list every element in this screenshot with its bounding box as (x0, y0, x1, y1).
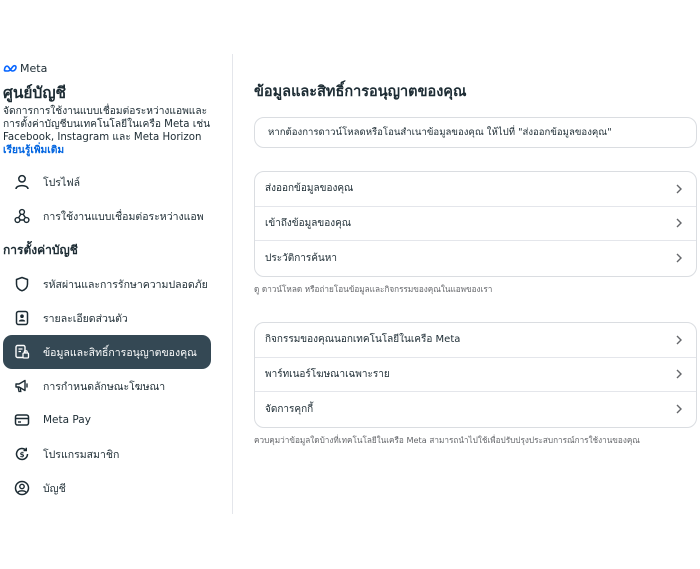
meta-logo (3, 62, 47, 75)
list-item-off-meta-activity[interactable] (255, 323, 696, 358)
connected-nodes-icon (13, 207, 31, 225)
person-icon (13, 173, 31, 191)
sidebar-item-label: ข้อมูลและสิทธิ์การอนุญาตของคุณ (43, 346, 197, 359)
list-item-label: กิจกรรมของคุณนอกเทคโนโลยีในเครือ Meta (265, 334, 461, 346)
chevron-right-icon (674, 404, 684, 414)
chevron-right-icon (674, 253, 684, 263)
chevron-right-icon (674, 218, 684, 228)
list-item-search-history[interactable] (255, 241, 696, 276)
description-text: จัดการการใช้งานแบบเชื่อมต่อระหว่างแอพและการตั้งค่าบัญชีบนเทคโนโลยีในเครือ Meta เช่น Facebook, Instagram และ Meta Horizon (3, 106, 211, 143)
list-item-label: เข้าถึงข้อมูลของคุณ (265, 217, 352, 229)
accounts-center-title: ศูนย์บัญชี (3, 84, 67, 102)
off-meta-activity-card (254, 322, 697, 428)
meta-infinity-icon (3, 64, 18, 73)
account-settings-heading: การตั้งค่าบัญชี (3, 243, 78, 257)
account-icon (13, 479, 31, 497)
data-access-note: ดู ดาวน์โหลด หรือถ่ายโอนข้อมูลและกิจกรรมของคุณในแอพของเรา (254, 284, 493, 294)
sidebar-item-ad-preferences[interactable] (3, 369, 211, 403)
card-icon (13, 411, 31, 429)
export-info-text: หากต้องการดาวน์โหลดหรือโอนสำเนาข้อมูลของคุณ ให้ไปที่ "ส่งออกข้อมูลของคุณ" (268, 127, 612, 138)
list-item-label: พาร์ทเนอร์โฆษณาเฉพาะราย (265, 368, 390, 380)
sidebar-item-label: การกำหนดลักษณะโฆษณา (43, 380, 166, 393)
sidebar-item-profile[interactable] (3, 165, 211, 199)
data-access-card (254, 171, 697, 277)
sidebar-item-personal-details[interactable] (3, 301, 211, 335)
sidebar-item-subscriptions[interactable] (3, 437, 211, 471)
chevron-right-icon (674, 184, 684, 194)
list-item-label: ประวัติการค้นหา (265, 252, 337, 264)
sidebar-divider (232, 54, 233, 514)
sidebar-item-label: รายละเอียดส่วนตัว (43, 312, 128, 325)
export-info-box (254, 117, 697, 148)
sidebar-item-label: โปรแกรมสมาชิก (43, 448, 120, 461)
meta-logo-text: Meta (20, 62, 48, 75)
data-permissions-icon (13, 343, 31, 361)
sidebar-item-password-security[interactable] (3, 267, 211, 301)
list-item-label: จัดการคุกกี้ (265, 403, 314, 415)
list-item-specific-ad-partners[interactable] (255, 358, 696, 393)
chevron-right-icon (674, 335, 684, 345)
sidebar-item-label: โปรไฟล์ (43, 176, 81, 189)
sidebar-item-meta-pay[interactable] (3, 403, 211, 437)
sidebar-item-account[interactable] (3, 471, 211, 505)
sidebar-item-connected-experiences[interactable] (3, 199, 211, 233)
sidebar-item-data-permissions[interactable] (3, 335, 211, 369)
sidebar-item-label: รหัสผ่านและการรักษาความปลอดภัย (43, 278, 208, 291)
list-item-access-data[interactable] (255, 207, 696, 242)
sidebar-item-label: การใช้งานแบบเชื่อมต่อระหว่างแอพ (43, 210, 204, 223)
svg-text:$: $ (19, 451, 25, 459)
megaphone-icon (13, 377, 31, 395)
learn-more-link[interactable]: เรียนรู้เพิ่มเติม (3, 145, 65, 156)
list-item-export-data[interactable] (255, 172, 696, 207)
sidebar-item-label: บัญชี (43, 482, 66, 495)
id-card-icon (13, 309, 31, 327)
subscription-icon (13, 445, 31, 463)
sidebar-item-label: Meta Pay (43, 414, 91, 426)
list-item-manage-cookies[interactable] (255, 392, 696, 427)
off-meta-note: ควบคุมว่าข้อมูลใดบ้างที่เทคโนโลยีในเครือ Meta สามารถนำไปใช้เพื่อปรับปรุงประสบการณ์การใช้งานของคุณ (254, 435, 640, 445)
chevron-right-icon (674, 369, 684, 379)
shield-icon (13, 275, 31, 293)
page-title: ข้อมูลและสิทธิ์การอนุญาตของคุณ (254, 84, 467, 100)
list-item-label: ส่งออกข้อมูลของคุณ (265, 183, 354, 195)
accounts-center-description (3, 105, 223, 157)
